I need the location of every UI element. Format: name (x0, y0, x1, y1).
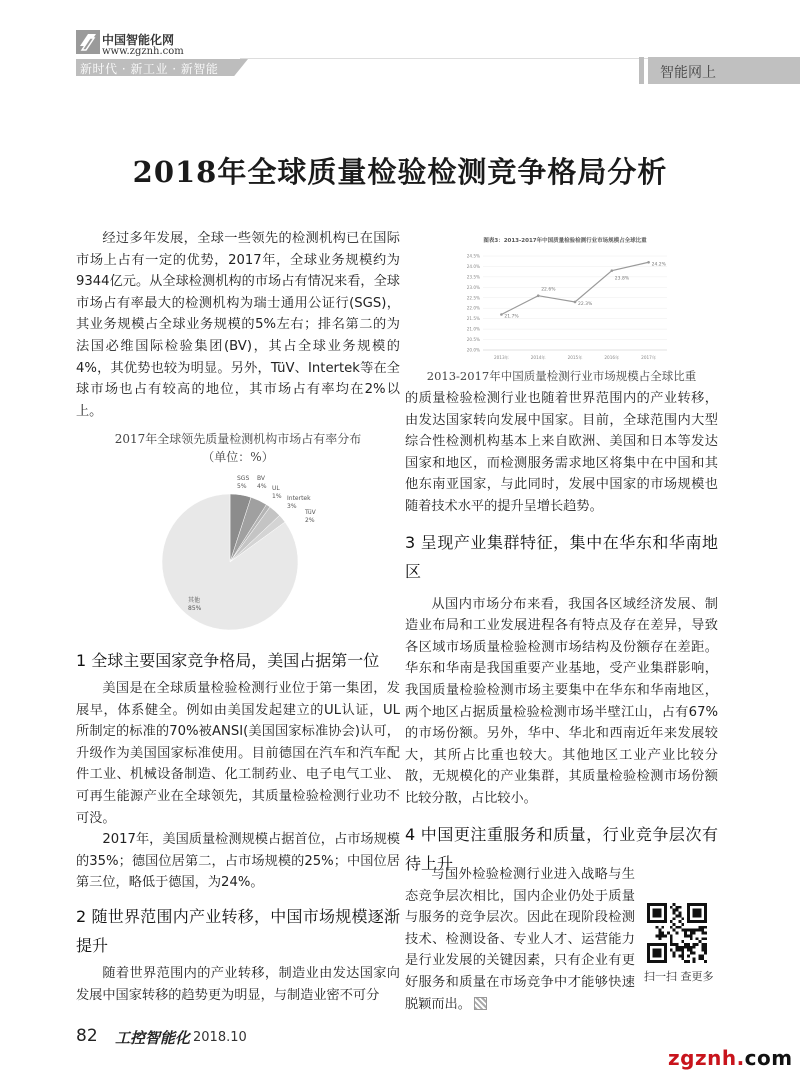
section-3-heading: 3 呈现产业集群特征，集中在华东和华南地区 (405, 532, 718, 581)
section-bar-accent (639, 57, 644, 84)
pie-label: 其他 (188, 597, 201, 604)
data-label: 23.8% (614, 276, 630, 282)
section-1-paragraph-2: 2017年，美国质量检测规模占据首位，占市场规模的35%；德国位居第二，占市场规模的25%；中国位居第三位，略低于德国，为24%。 (76, 832, 400, 891)
section-2-paragraph-2: 的质量检验检测行业也随着世界范围内的产业转移，由发达国家转向发展中国家。目前，全球范围内大型综合性检测机构基本上来自欧洲、美国和日本等发达国家和地区，而检测服务需求地区将集中在中国和其他东南亚国家，与此同时，发展中国家的市场规模也随着技术水平的提升呈增长趋势。 (405, 391, 718, 514)
issue-date: 2018.10 (193, 1030, 247, 1045)
pie-label: BV (257, 475, 266, 482)
x-tick-label: 2014年 (530, 355, 546, 360)
section-2-paragraph-1: 随着世界范围内的产业转移，制造业由发达国家向发展中国家转移的趋势更为明显，与制造业密不可分 (76, 965, 400, 1003)
section-4-heading: 4 中国更注重服务和质量，行业竞争层次有待上升 (405, 824, 718, 873)
y-tick-label: 24.0% (466, 263, 480, 269)
data-point (574, 301, 577, 304)
x-tick-label: 2013年 (493, 355, 509, 360)
intro-block (76, 228, 400, 422)
line-chart-title: 图表3：2013-2017年中国质量检验检测行业市场规模占全球比重 (483, 238, 647, 244)
pie-label: TüV (305, 509, 316, 516)
magazine-name: 工控智能化 (115, 1029, 191, 1047)
y-tick-label: 20.5% (466, 337, 480, 343)
section-2-heading: 2 随世界范围内产业转移，中国市场规模逐渐提升 (76, 906, 400, 955)
watermark: zgznh.com (668, 1046, 793, 1070)
section-1-paragraph-1: 美国是在全球质量检验检测行业位于第一集团，发展早，体系健全。例如由美国发起建立的UL认证，UL所制定的标准的70%被ANSI(美国国家标准协会)认可，升级作为美国国家标准使用。目前德国在汽车和汽车配件工业、机械设备制造、化工制药业、电子电气工业、可再生能源产业在全球领先，其质量检验检测行业功不可没。 (76, 681, 400, 826)
data-point (647, 261, 650, 264)
section-1-heading: 1 全球主要国家竞争格局，美国占据第一位 (76, 651, 380, 670)
pie-chart-title (76, 430, 400, 466)
pie-value-label: 5% (237, 483, 247, 490)
article-title: 2018年全球质量检验检测竞争格局分析 (132, 155, 668, 189)
pie-value-label: 1% (272, 493, 282, 500)
data-label: 22.6% (541, 287, 556, 293)
pie-value-label: 3% (287, 503, 297, 510)
site-url[interactable]: www.zgznh.com (102, 46, 184, 57)
data-point (537, 294, 540, 297)
data-label: 22.3% (578, 301, 593, 307)
pie-chart (150, 470, 340, 630)
pie-label: Intertek (287, 495, 311, 502)
data-label: 21.7% (504, 314, 519, 320)
x-tick-label: 2017年 (641, 355, 657, 360)
pie-label: SGS (237, 475, 250, 482)
right-sections (405, 388, 718, 878)
y-tick-label: 21.0% (466, 326, 480, 332)
intro-paragraph: 经过多年发展，全球一些领先的检测机构已在国际市场上占有一定的优势，2017年，全球业务规模约为9344亿元。从全球检测机构的市场占有情况来看，全球市场占有率最大的检测机构为瑞士通用公证行(SGS)，其业务规模占全球业务规模的5%左右；排名第二的为法国必维国际检验集团(BV)，其占全球业务规模的4%，其优势也较为明显。另外，TüV、Intertek等在全球市场也占有较高的地位，其市场占有率均在2%以上。 (76, 231, 400, 419)
left-sections (76, 646, 400, 1006)
y-tick-label: 21.5% (466, 316, 480, 322)
qr-label: 扫一扫 查更多 (644, 970, 714, 983)
section-label: 智能网上 (660, 65, 716, 81)
x-tick-label: 2015年 (567, 355, 583, 360)
pie-value-label: 4% (257, 483, 267, 490)
y-tick-label: 20.0% (466, 347, 480, 353)
pie-subtitle: （单位：%） (202, 450, 274, 464)
y-tick-label: 22.5% (466, 295, 480, 301)
slogan: 新时代 · 新工业 · 新智能 (80, 62, 219, 76)
section-4-body (405, 864, 635, 1015)
site-name: 中国智能化网 (102, 33, 175, 47)
section-3-paragraph-1: 从国内市场分布来看，我国各区域经济发展、制造业布局和工业发展进程各有特点及存在差异，导致各区域市场质量检验检测市场结构及份额存在差距。华东和华南是我国重要产业基地，受产业集群影响，我国质量检验检测市场主要集中在华东和华南地区，两个地区占据质量检验检测市场半壁江山，占有67%的市场份额。另外，华中、华北和西南近年来发展较大，其所占比重也较大。其他地区工业产业比较分散，无规模化的产业集群，其质量检验检测市场份额比较分散，占比较小。 (405, 596, 718, 806)
y-tick-label: 23.5% (466, 274, 480, 280)
pie-label: UL (272, 485, 280, 492)
data-point (500, 313, 503, 316)
y-tick-label: 22.0% (466, 305, 480, 311)
y-tick-label: 23.0% (466, 284, 480, 290)
data-point (611, 269, 614, 272)
pie-value-label: 2% (305, 517, 315, 524)
y-tick-label: 24.5% (466, 253, 480, 259)
line-series (501, 262, 648, 314)
qr-code-icon[interactable] (647, 903, 707, 963)
line-chart-caption: 2013-2017年中国质量检测行业市场规模占全球比重 (426, 369, 697, 383)
pie-title: 2017年全球领先质量检测机构市场占有率分布 (114, 432, 362, 446)
x-tick-label: 2016年 (604, 355, 620, 360)
pie-value-label: 85% (188, 605, 202, 612)
page-number: 82 (76, 1026, 98, 1046)
line-chart (455, 232, 675, 367)
site-logo-icon (76, 30, 100, 54)
data-label: 24.2% (651, 262, 666, 268)
section-4-paragraph-1: 与国外检验检测行业进入战略与生态竞争层次相比，国内企业仍处于质量与服务的竞争层次。因此在现阶段检测技术、检测设备、专业人才、运营能力是行业发展的关键因素，只有企业有更好服务和质量在市场竞争中才能够快速脱颖而出。 (405, 867, 635, 1012)
end-of-article-icon (474, 997, 487, 1010)
